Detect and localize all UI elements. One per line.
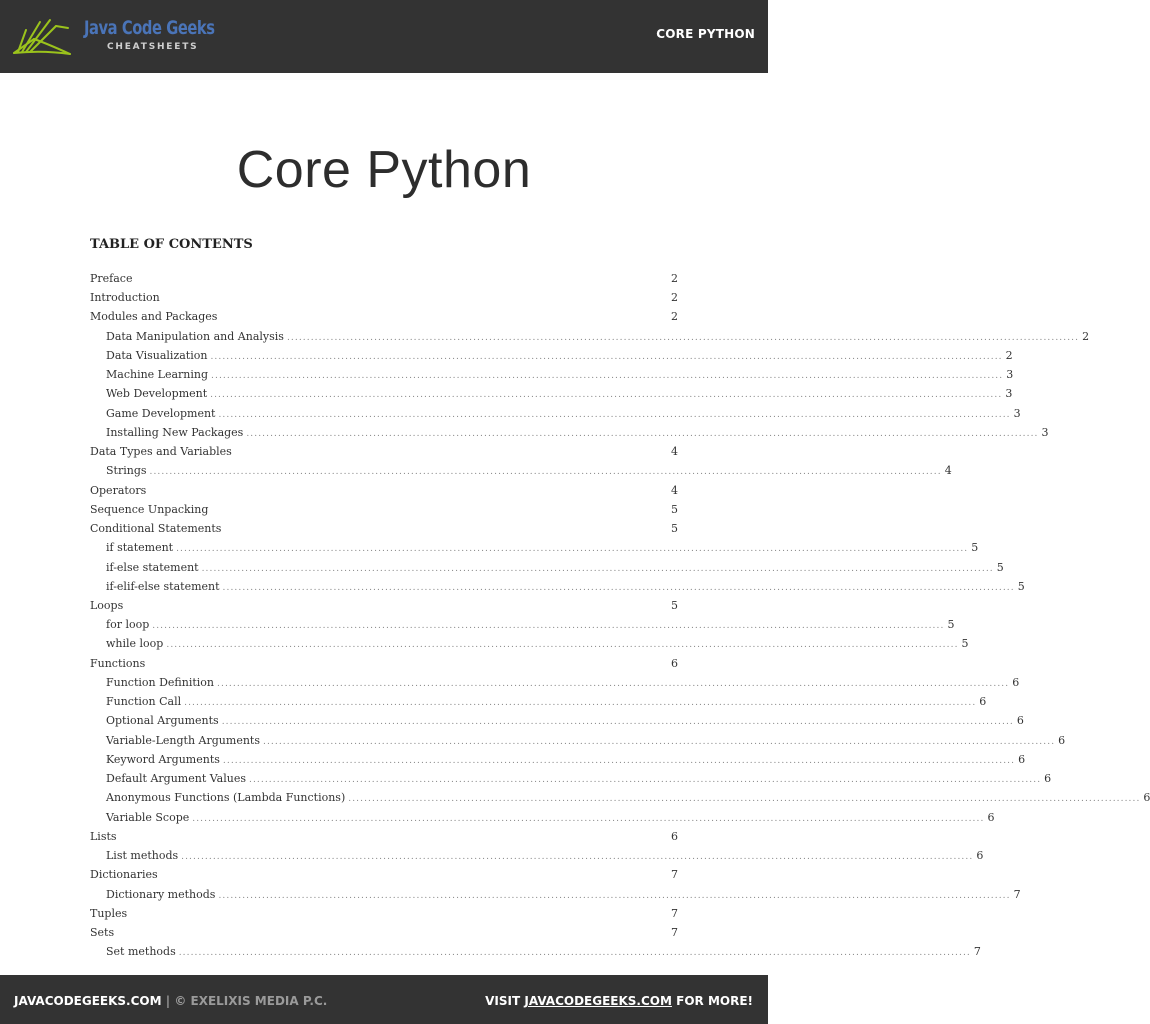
toc-entry-page: 2	[1082, 329, 1090, 343]
toc-heading: TABLE OF CONTENTS	[90, 237, 253, 252]
toc-entry-page: 2	[671, 291, 678, 305]
toc-entry[interactable]	[90, 923, 678, 942]
toc-entry-page: 6	[987, 810, 995, 824]
toc-entry-page: 5	[971, 541, 979, 555]
toc-entry-label: Operators	[90, 483, 147, 497]
footer-visit-suffix: FOR MORE!	[676, 994, 753, 1008]
toc-entry[interactable]	[90, 692, 987, 711]
toc-entry-leader: ........................................................................................................................................................................................................	[222, 755, 1016, 766]
toc-entry-label: Optional Arguments	[106, 714, 219, 728]
toc-entry[interactable]	[90, 904, 678, 923]
toc-entry[interactable]	[90, 461, 952, 480]
toc-entry-page: 6	[979, 695, 987, 709]
toc-entry-label: while loop	[106, 637, 164, 651]
toc-entry[interactable]	[90, 365, 1014, 384]
toc-entry-page: 5	[671, 502, 678, 516]
logo-title: Java Code Geeks	[84, 17, 215, 39]
toc-entry-page: 3	[1041, 425, 1049, 439]
toc-entry-page: 4	[944, 464, 952, 478]
toc-entry[interactable]	[90, 500, 678, 519]
toc-entry-label: Preface	[90, 272, 133, 285]
toc-entry[interactable]	[90, 519, 678, 538]
toc-entry-leader: ........................................................................................................................................................................................................	[181, 852, 974, 863]
toc-entry-label: if-else statement	[106, 560, 199, 574]
toc-entry-leader: ........................................................................................................................................................................................................	[176, 544, 969, 555]
section-title: CORE PYTHON	[656, 27, 755, 41]
toc-entry-leader: ........................................................................................................................................................................................................	[201, 563, 994, 574]
toc-entry-label: Dictionary methods	[106, 887, 216, 901]
footer-copyright: © EXELIXIS MEDIA P.C.	[174, 994, 328, 1008]
toc-entry-label: Variable-Length Arguments	[106, 733, 260, 747]
toc-entry-label: List methods	[106, 849, 179, 863]
toc-entry-page: 2	[671, 272, 678, 285]
toc-entry-label: Data Visualization	[106, 348, 208, 362]
toc-entry-leader: ........................................................................................................................................................................................................	[152, 621, 945, 632]
toc-entry-page: 5	[671, 598, 678, 612]
toc-entry[interactable]	[90, 307, 678, 326]
toc-entry-leader: ........................................................................................................................................................................................................	[166, 640, 959, 651]
toc-entry[interactable]	[90, 327, 1090, 346]
toc-entry-page: 7	[671, 925, 678, 939]
toc-entry-label: Set methods	[106, 945, 176, 959]
toc-entry[interactable]	[90, 634, 969, 653]
footer-visit-prefix: VISIT	[485, 994, 521, 1008]
toc-entry[interactable]	[90, 615, 955, 634]
footer-bar	[0, 975, 768, 1024]
toc-entry[interactable]	[90, 596, 678, 615]
logo[interactable]	[12, 14, 215, 60]
toc-entry-label: Machine Learning	[106, 368, 209, 382]
toc-entry-page: 7	[1013, 887, 1021, 901]
toc-entry-page: 7	[973, 945, 981, 959]
toc-entry-label: Loops	[90, 598, 124, 612]
toc-entry-label: Function Definition	[106, 675, 215, 689]
toc-entry-page: 6	[1143, 791, 1150, 805]
toc-entry-label: Sequence Unpacking	[90, 502, 209, 516]
toc-entry-page: 5	[1017, 579, 1025, 593]
toc-entry[interactable]	[90, 769, 1052, 788]
toc-entry-label: Strings	[106, 464, 147, 478]
toc-entry-label: Functions	[90, 656, 146, 670]
toc-entry-page: 6	[1058, 733, 1066, 747]
footer-separator: |	[165, 994, 171, 1008]
toc-entry-label: Modules and Packages	[90, 310, 218, 324]
toc-entry-page: 6	[1012, 675, 1020, 689]
toc-entry[interactable]	[90, 384, 1013, 403]
toc-entry[interactable]	[90, 404, 1021, 423]
toc-entry-leader: ........................................................................................................................................................................................................	[221, 717, 1014, 728]
toc-entry-label: Introduction	[90, 291, 160, 305]
toc-entry-page: 4	[671, 483, 678, 497]
toc-entry[interactable]	[90, 269, 678, 288]
toc-entry[interactable]	[90, 481, 678, 500]
toc-entry[interactable]	[90, 288, 678, 307]
toc-entry-label: Web Development	[106, 387, 208, 401]
toc-entry-label: Conditional Statements	[90, 522, 222, 536]
toc-entry-leader: ........................................................................................................................................................................................................	[192, 813, 985, 824]
toc-entry-leader: ........................................................................................................................................................................................................	[348, 794, 1141, 805]
toc-entry[interactable]	[90, 750, 1026, 769]
toc-entry-label: for loop	[106, 618, 150, 632]
toc-entry-page: 5	[947, 618, 955, 632]
toc-entry-page: 5	[671, 522, 678, 536]
toc-entry[interactable]	[90, 827, 678, 846]
toc-entry-label: Dictionaries	[90, 868, 158, 882]
toc-entry-page: 5	[961, 637, 969, 651]
footer-left	[14, 994, 327, 1008]
toc-entry-leader: ........................................................................................................................................................................................................	[249, 775, 1042, 786]
toc-entry-leader: ........................................................................................................................................................................................................	[286, 332, 1080, 343]
toc-entry[interactable]	[90, 442, 678, 461]
toc-entry[interactable]	[90, 577, 1025, 596]
toc-entry-label: Function Call	[106, 695, 182, 709]
toc-entry-leader: ........................................................................................................................................................................................................	[218, 409, 1011, 420]
toc-entry-page: 7	[671, 868, 678, 882]
toc-entry[interactable]	[90, 865, 678, 884]
page-title: Core Python	[236, 141, 532, 199]
toc-entry-leader: ........................................................................................................................................................................................................	[149, 467, 942, 478]
toc-entry-leader: ........................................................................................................................................................................................................	[222, 582, 1015, 593]
toc-entry-label: Sets	[90, 925, 115, 939]
toc-entry-leader: ........................................................................................................................................................................................................	[178, 948, 971, 959]
toc-entry-page: 2	[1005, 348, 1013, 362]
toc-entry[interactable]	[90, 711, 1024, 730]
toc-entry-label: Game Development	[106, 406, 216, 420]
toc-entry-label: Data Manipulation and Analysis	[106, 329, 284, 343]
toc-entry[interactable]	[90, 942, 981, 961]
toc-entry[interactable]	[90, 788, 1150, 807]
toc-entry-label: Lists	[90, 829, 117, 843]
toc-entry[interactable]	[90, 808, 995, 827]
toc-entry-page: 5	[996, 560, 1004, 574]
toc-entry[interactable]	[90, 558, 1004, 577]
toc-entry-label: if statement	[106, 541, 174, 555]
toc-entry[interactable]	[90, 654, 678, 673]
toc-entry-label: Installing New Packages	[106, 425, 244, 439]
toc-entry-label: Default Argument Values	[106, 772, 246, 786]
toc-entry-page: 4	[671, 445, 678, 459]
toc-entry-page: 6	[976, 849, 984, 863]
toc-entry-page: 3	[1006, 368, 1014, 382]
toc-entry-label: Keyword Arguments	[106, 752, 220, 766]
footer-visit-link[interactable]: JAVACODEGEEKS.COM	[524, 994, 672, 1008]
toc-entry-page: 3	[1005, 387, 1013, 401]
toc-entry-page: 6	[1016, 714, 1024, 728]
toc-entry[interactable]	[90, 538, 979, 557]
toc-entry[interactable]	[90, 885, 1021, 904]
toc-entry-label: Tuples	[90, 906, 128, 920]
toc-entry-label: Anonymous Functions (Lambda Functions)	[106, 791, 346, 805]
toc-entry-page: 6	[671, 656, 678, 670]
toc-entry[interactable]	[90, 346, 1013, 365]
header-bar	[0, 0, 768, 73]
toc-entry-leader: ........................................................................................................................................................................................................	[246, 428, 1039, 439]
toc-entry-page: 7	[671, 906, 678, 920]
toc-entry-leader: ........................................................................................................................................................................................................	[262, 736, 1056, 747]
toc-entry-page: 6	[671, 829, 678, 843]
toc-entry-leader: ........................................................................................................................................................................................................	[217, 678, 1010, 689]
toc-entry[interactable]	[90, 846, 984, 865]
toc-entry-leader: ........................................................................................................................................................................................................	[218, 890, 1011, 901]
toc-entry-leader: ........................................................................................................................................................................................................	[210, 351, 1003, 362]
table-of-contents	[90, 269, 1150, 961]
logo-subtitle: CHEATSHEETS	[107, 42, 199, 52]
toc-entry-label: if-elif-else statement	[106, 579, 220, 593]
toc-entry-leader: ........................................................................................................................................................................................................	[184, 698, 977, 709]
toc-entry-leader: ........................................................................................................................................................................................................	[211, 371, 1004, 382]
footer-right	[485, 994, 753, 1008]
toc-entry[interactable]	[90, 731, 1066, 750]
toc-entry[interactable]	[90, 423, 1049, 442]
toc-entry[interactable]	[90, 673, 1020, 692]
toc-entry-label: Data Types and Variables	[90, 445, 232, 459]
toc-entry-leader: ........................................................................................................................................................................................................	[210, 390, 1003, 401]
footer-site-link[interactable]: JAVACODEGEEKS.COM	[14, 994, 162, 1008]
toc-entry-page: 3	[1013, 406, 1021, 420]
toc-entry-page: 6	[1044, 772, 1052, 786]
toc-entry-page: 6	[1018, 752, 1026, 766]
toc-entry-page: 2	[671, 310, 678, 324]
toc-entry-label: Variable Scope	[106, 810, 190, 824]
